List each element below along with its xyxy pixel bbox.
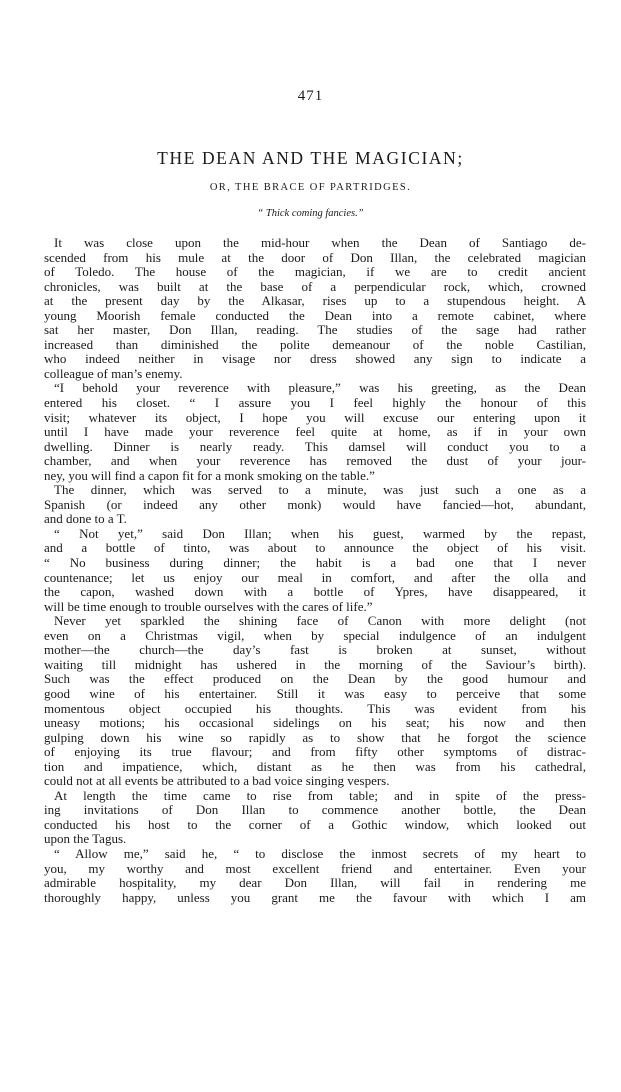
text-line: upon the Tagus. (44, 832, 127, 847)
text-line: It was close upon the mid-hour when the Dean of Santiago de- (54, 236, 586, 250)
text-line: of Toledo. The house of the magician, if we are to credit ancient (44, 265, 586, 280)
text-line: will be time enough to trouble ourselves with the cares of life.” (44, 599, 373, 614)
text-line: The dinner, which was served to a minute, was just such a one as a (54, 483, 586, 498)
text-line: “ Allow me,” said he, “ to disclose the inmost secrets of my heart to (54, 846, 586, 861)
page-number: 471 (297, 88, 324, 104)
text-line: and done to a T. (44, 512, 127, 527)
text-line: “ Not yet,” said Don Illan; when his guest, warmed by the repast, (54, 526, 586, 541)
text-line: visit; whatever its object, I hope you will excuse our entering upon it (44, 410, 586, 425)
text-line: At length the time came to rise from table; and in spite of the press- (54, 788, 586, 803)
text-line: dwelling. Dinner is nearly ready. This damsel will conduct you to a (44, 439, 586, 454)
text-line: of enjoying its true flavour; and from fifty other symptoms of distrac- (44, 745, 586, 760)
text-line: waiting till midnight has ushered in the morning of the Saviour’s birth). (44, 657, 586, 672)
text-line: sat her master, Don Illan, reading. The studies of the sage had rather (44, 323, 586, 338)
chapter-subtitle: OR, THE BRACE OF PARTRIDGES. (209, 182, 412, 193)
text-line: good wine of his entertainer. Still it was easy to perceive that some (44, 686, 586, 701)
text-line: mother—the church—the day’s fast is broken at sunset, without (44, 643, 586, 658)
text-line: Spanish (or indeed any other monk) would have fancied—hot, abundant, (44, 497, 586, 512)
text-line: at the present day by the Alkasar, rises up to a stupendous height. A (44, 294, 586, 309)
text-line: uneasy motions; his occasional sidelings on his seat; his now and then (44, 716, 586, 731)
chapter-title: THE DEAN AND THE MAGICIAN; (157, 148, 464, 168)
text-line: thoroughly happy, unless you grant me the favour with which I am (44, 890, 586, 905)
text-line: the capon, washed down with a bottle of Ypres, have disappeared, it (44, 585, 586, 600)
text-line: until I have made your reverence feel quite at home, as if in your own (44, 425, 586, 440)
text-line: ney, you will find a capon fit for a monk smoking on the table.” (44, 468, 375, 483)
text-line: who indeed neither in visage nor dress showed any sign to indicate a (44, 352, 586, 367)
epigraph: “ Thick coming fancies.” (257, 208, 364, 219)
text-line: “ No business during dinner; the habit is a bad one that I never (44, 556, 586, 571)
body-text (44, 236, 586, 905)
text-line: gulping down his wine so rapidly as to show that he forgot the science (44, 730, 586, 745)
text-line: you, my worthy and most excellent friend and entertainer. Even your (44, 861, 586, 876)
text-line: young Moorish female conducted the Dean into a remote cabinet, where (44, 308, 586, 323)
text-line: “I behold your reverence with pleasure,” was his greeting, as the Dean (54, 381, 586, 396)
text-line: chamber, and when your reverence has removed the dust of your jour- (44, 454, 586, 469)
text-line: admirable hospitality, my dear Don Illan, will fail in rendering me (44, 876, 586, 891)
text-line: countenance; let us enjoy our meal in comfort, and after the olla and (44, 570, 586, 585)
text-line: momentous object occupied his thoughts. This was evident from his (44, 701, 586, 716)
text-line: even on a Christmas vigil, when by special indulgence of an indulgent (44, 628, 586, 643)
text-line: scended from his mule at the door of Don Illan, the celebrated magician (44, 250, 586, 265)
text-line: Never yet sparkled the shining face of Canon with more delight (not (54, 614, 586, 629)
text-line: conducted his host to the corner of a Gothic window, which looked out (44, 817, 586, 832)
text-line: tion and impatience, which, distant as he then was from his cathedral, (44, 759, 586, 774)
text-line: ing invitations of Don Illan to commence another bottle, the Dean (44, 803, 586, 818)
text-line: chronicles, was built at the base of a perpendicular rock, which, crowned (44, 279, 586, 294)
text-line: and a bottle of tinto, was about to announce the object of his visit. (44, 541, 586, 556)
text-line: increased than diminished the polite demeanour of the noble Castilian, (44, 337, 586, 352)
text-line: colleague of man’s enemy. (44, 366, 183, 381)
text-line: Such was the effect produced on the Dean by the good humour and (44, 672, 586, 687)
text-line: entered his closet. “ I assure you I feel highly the honour of this (44, 396, 586, 411)
text-line: could not at all events be attributed to a bad voice singing vespers. (44, 774, 390, 789)
